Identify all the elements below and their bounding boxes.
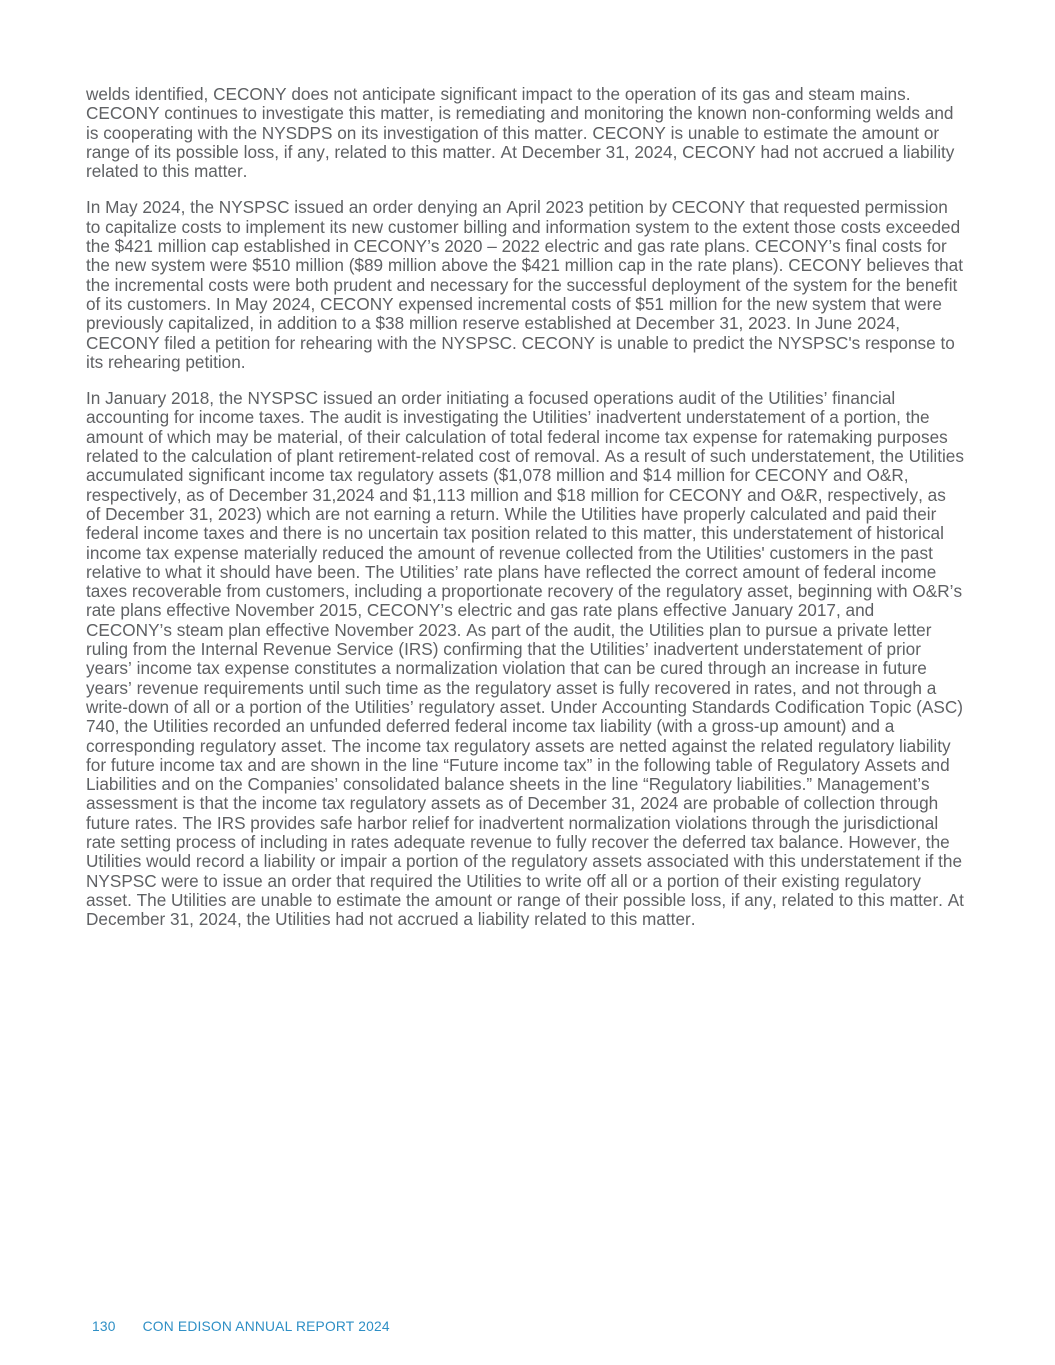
page-body [86,85,964,946]
paragraph-welds-investigation: welds identified, CECONY does not anticipate significant impact to the operation of its gas and steam mains. CECONY continues to investigate this matter, is remediating and monitoring the known non-conforming welds and is cooperating with the NYSDPS on its investigation of this matter. CECONY is unable to estimate the amount or range of its possible loss, if any, related to this matter. At December 31, 2024, CECONY had not accrued a liability related to this matter. [86,84,955,182]
page-footer [92,1318,390,1335]
page-number: 130 [92,1319,116,1334]
paragraph-income-tax-audit: In January 2018, the NYSPSC issued an order initiating a focused operations audit of the Utilities’ financial accounting for income taxes. The audit is investigating the Utilities’ inadvertent understatement of a portion, the amount of which may be material, of their calculation of total federal income tax expense for ratemaking purposes related to the calculation of plant retirement-related cost of removal. As a result of such understatement, the Utilities accumulated significant income tax regulatory assets ($1,078 million and $14 million for CECONY and O&R, respectively, as of December 31,2024 and $1,113 million and $18 million for CECONY and O&R, respectively, as of December 31, 2023) which are not earning a return. While the Utilities have properly calculated and paid their federal income taxes and there is no uncertain tax position related to this matter, this understatement of historical income tax expense materially reduced the amount of revenue collected from the Utilities' customers in the past relative to what it should have been. The Utilities’ rate plans have reflected the correct amount of federal income taxes recoverable from customers, including a proportionate recovery of the regulatory asset, beginning with O&R’s rate plans effective November 2015, CECONY’s electric and gas rate plans effective January 2017, and CECONY’s steam plan effective November 2023. As part of the audit, the Utilities plan to pursue a private letter ruling from the Internal Revenue Service (IRS) confirming that the Utilities’ inadvertent understatement of prior years’ income tax expense constitutes a normalization violation that can be cured through an increase in future years’ revenue requirements until such time as the regulatory asset is fully recovered in rates, and not through a write-down of all or a portion of the Utilities’ regulatory asset. Under Accounting Standards Codification Topic (ASC) 740, the Utilities recorded an unfunded deferred federal income tax liability (with a gross-up amount) and a corresponding regulatory asset. The income tax regulatory assets are netted against the related regulatory liability for future income tax and are shown in the line “Future income tax” in the following table of Regulatory Assets and Liabilities and on the Companies’ consolidated balance sheets in the line “Regulatory liabilities.” Management’s assessment is that the income tax regulatory assets as of December 31, 2024 are probable of collection through future rates. The IRS provides safe harbor relief for inadvertent normalization violations through the jurisdictional rate setting process of including in rates adequate revenue to fully recover the deferred tax balance. However, the Utilities would record a liability or impair a portion of the regulatory assets associated with this understatement if the NYSPSC were to issue an order that required the Utilities to write off all or a portion of their existing regulatory asset. The Utilities are unable to estimate the amount or range of their possible loss, if any, related to this matter. At December 31, 2024, the Utilities had not accrued a liability related to this matter. [86,388,964,930]
paragraph-billing-system-costs: In May 2024, the NYSPSC issued an order denying an April 2023 petition by CECONY that requested permission to capitalize costs to implement its new customer billing and information system to the extent those costs exceeded the $421 million cap established in CECONY’s 2020 – 2022 electric and gas rate plans. CECONY’s final costs for the new system were $510 million ($89 million above the $421 million cap in the rate plans). CECONY believes that the incremental costs were both prudent and necessary for the successful deployment of the system for the benefit of its customers. In May 2024, CECONY expensed incremental costs of $51 million for the new system that were previously capitalized, in addition to a $38 million reserve established at December 31, 2023. In June 2024, CECONY filed a petition for rehearing with the NYSPSC. CECONY is unable to predict the NYSPSC's response to its rehearing petition. [86,197,964,372]
report-title: CON EDISON ANNUAL REPORT 2024 [142,1319,390,1334]
